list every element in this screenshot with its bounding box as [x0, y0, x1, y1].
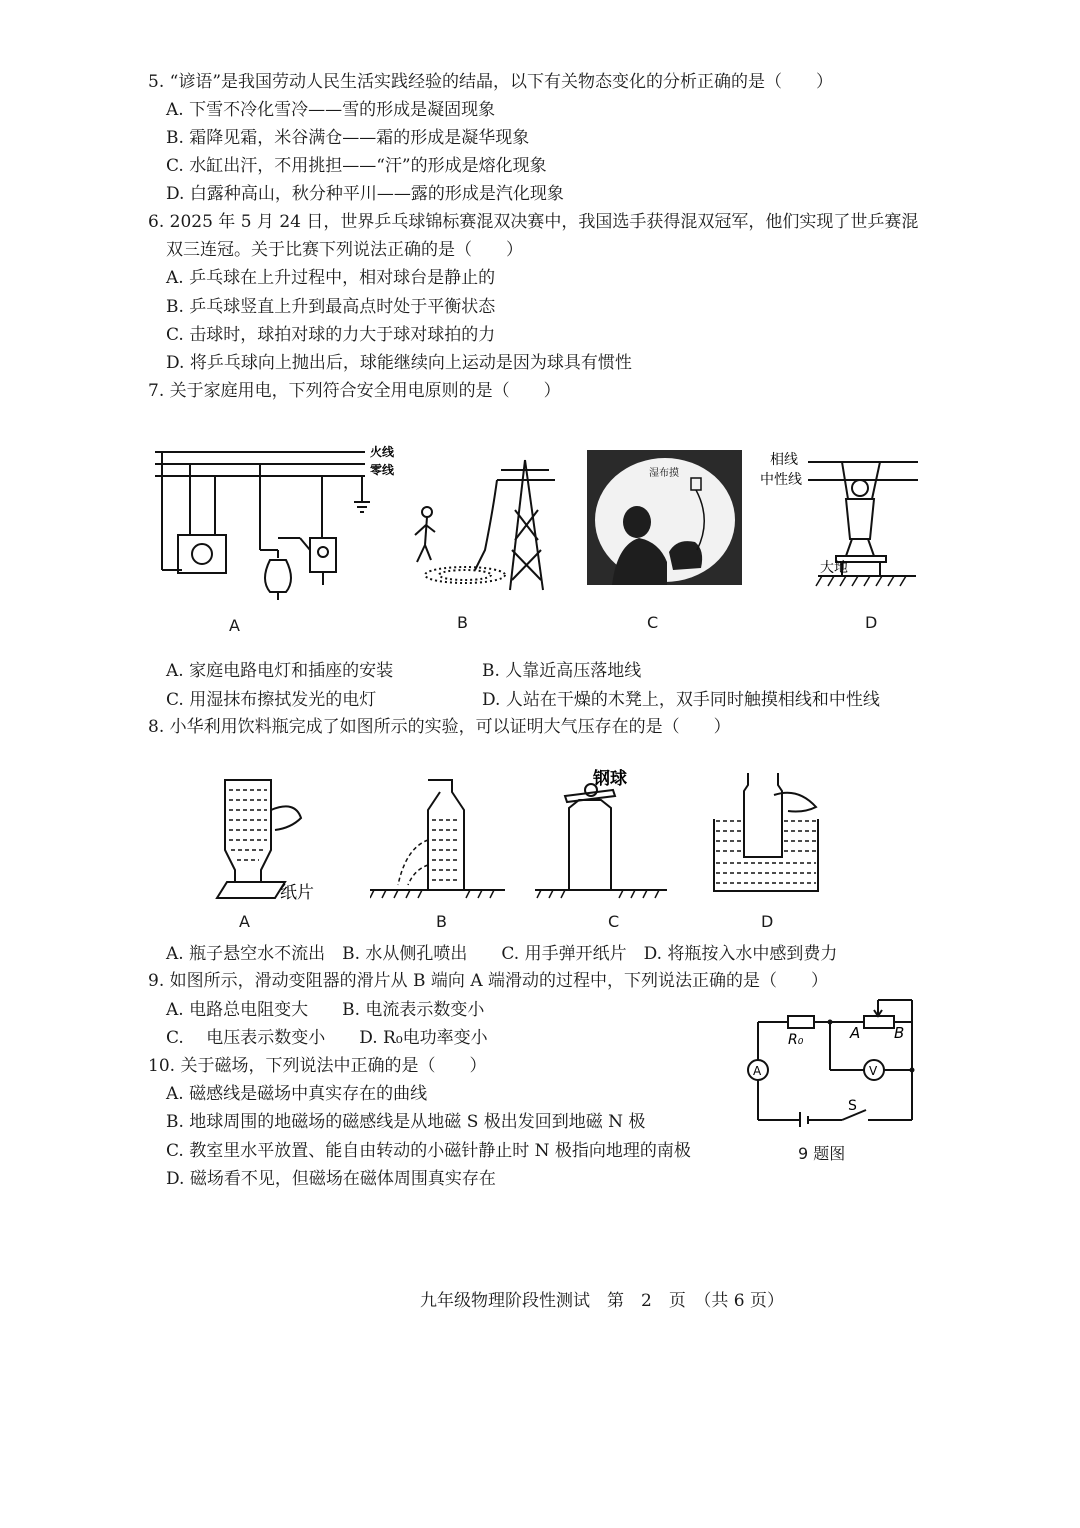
- phase-line-label: 相线: [770, 452, 798, 468]
- q10-option-c: C. 教室里水平放置、能自由转动的小磁针静止时 N 极指向地理的南极: [166, 1141, 691, 1161]
- q7-label-b: B: [457, 613, 468, 632]
- q6-option-b: B. 乒乓球竖直上升到最高点时处于平衡状态: [166, 297, 496, 317]
- q8-figure-a-inverted-bottle: [205, 770, 335, 905]
- q5-stem: 5. “谚语”是我国劳动人民生活实践经验的结晶，以下有关物态变化的分析正确的是（ ）: [148, 72, 834, 92]
- neutral-line-label: 中性线: [760, 472, 802, 488]
- q5-option-c: C. 水缸出汗，不用挑担——“汗”的形成是熔化现象: [166, 156, 547, 176]
- neutral-wire-label: 零线: [370, 463, 395, 477]
- q8-figure-b-side-holes: [370, 770, 510, 900]
- q8-label-a: A: [239, 912, 250, 931]
- q9-circuit-diagram: [738, 992, 928, 1127]
- q7-label-d: D: [865, 613, 878, 632]
- q6-option-d: D. 将乒乓球向上抛出后，球能继续向上运动是因为球具有惯性: [166, 353, 632, 373]
- q7-figure-d-touching-wires: [758, 444, 923, 594]
- q7-stem: 7. 关于家庭用电，下列符合安全用电原则的是（ ）: [148, 381, 561, 401]
- wet-cloth-label: 湿布摸: [649, 468, 679, 479]
- page-footer: 九年级物理阶段性测试 第 2 页 （共 6 页）: [420, 1291, 784, 1311]
- slider-a-end-label: A: [850, 1024, 861, 1042]
- r0-label: R₀: [788, 1032, 804, 1048]
- ammeter-icon: A: [753, 1064, 762, 1078]
- q7-label-c: C: [647, 613, 659, 632]
- q8-label-b: B: [436, 912, 447, 931]
- q8-label-d: D: [761, 912, 774, 931]
- slider-b-end-label: B: [894, 1024, 905, 1042]
- voltmeter-icon: V: [869, 1064, 878, 1078]
- q8-figure-c-steel-ball: [535, 762, 675, 902]
- q9-options-cd: C. 电压表示数变小 D. R₀电功率变小: [166, 1028, 488, 1048]
- q8-figure-d-bottle-in-water: [708, 765, 828, 895]
- q7-option-b: B. 人靠近高压落地线: [482, 661, 642, 681]
- q7-figure-a-household-circuit: [150, 440, 400, 610]
- q9-stem: 9. 如图所示，滑动变阻器的滑片从 B 端向 A 端滑动的过程中，下列说法正确的是（ ）: [148, 971, 829, 991]
- q7-figure-c-wet-cloth-lamp: [587, 450, 742, 585]
- q10-option-b: B. 地球周围的地磁场的磁感线是从地磁 S 极出发回到地磁 N 极: [166, 1112, 646, 1132]
- q8-stem: 8. 小华利用饮料瓶完成了如图所示的实验，可以证明大气压存在的是（ ）: [148, 717, 731, 737]
- q10-option-a: A. 磁感线是磁场中真实存在的曲线: [166, 1084, 428, 1104]
- live-wire-label: 火线: [370, 445, 395, 459]
- paper-label: 纸片: [280, 883, 314, 903]
- q7-label-a: A: [229, 616, 240, 635]
- ground-label: 大地: [820, 560, 848, 576]
- q5-option-a: A. 下雪不冷化雪冷——雪的形成是凝固现象: [166, 100, 496, 120]
- q7-option-a: A. 家庭电路电灯和插座的安装: [166, 661, 394, 681]
- q5-option-b: B. 霜降见霜，米谷满仓——霜的形成是凝华现象: [166, 128, 530, 148]
- q10-stem: 10. 关于磁场，下列说法中正确的是（ ）: [148, 1056, 487, 1076]
- q6-option-a: A. 乒乓球在上升过程中，相对球台是静止的: [166, 268, 496, 288]
- q5-option-d: D. 白露种高山，秋分种平川——露的形成是汽化现象: [166, 184, 564, 204]
- q8-options: A. 瓶子悬空水不流出 B. 水从侧孔喷出 C. 用手弹开纸片 D. 将瓶按入水中感到费力: [166, 944, 838, 964]
- switch-label: S: [848, 1098, 857, 1114]
- q9-figure-caption: 9 题图: [798, 1144, 846, 1163]
- q8-label-c: C: [608, 912, 620, 931]
- q7-figure-b-high-voltage-line: [405, 450, 565, 600]
- q9-options-ab: A. 电路总电阻变大 B. 电流表示数变小: [166, 1000, 485, 1020]
- q6-stem-line1: 6. 2025 年 5 月 24 日，世界乒乓球锦标赛混双决赛中，我国选手获得混双冠军，他们实现了世乒赛混: [148, 212, 919, 232]
- q10-option-d: D. 磁场看不见，但磁场在磁体周围真实存在: [166, 1169, 496, 1189]
- q6-stem-line2: 双三连冠。关于比赛下列说法正确的是（ ）: [166, 240, 523, 260]
- q7-option-d: D. 人站在干燥的木凳上，双手同时触摸相线和中性线: [482, 690, 880, 710]
- q7-option-c: C. 用湿抹布擦拭发光的电灯: [166, 690, 377, 710]
- steel-ball-label: 钢球: [593, 769, 627, 789]
- q6-option-c: C. 击球时，球拍对球的力大于球对球拍的力: [166, 325, 496, 345]
